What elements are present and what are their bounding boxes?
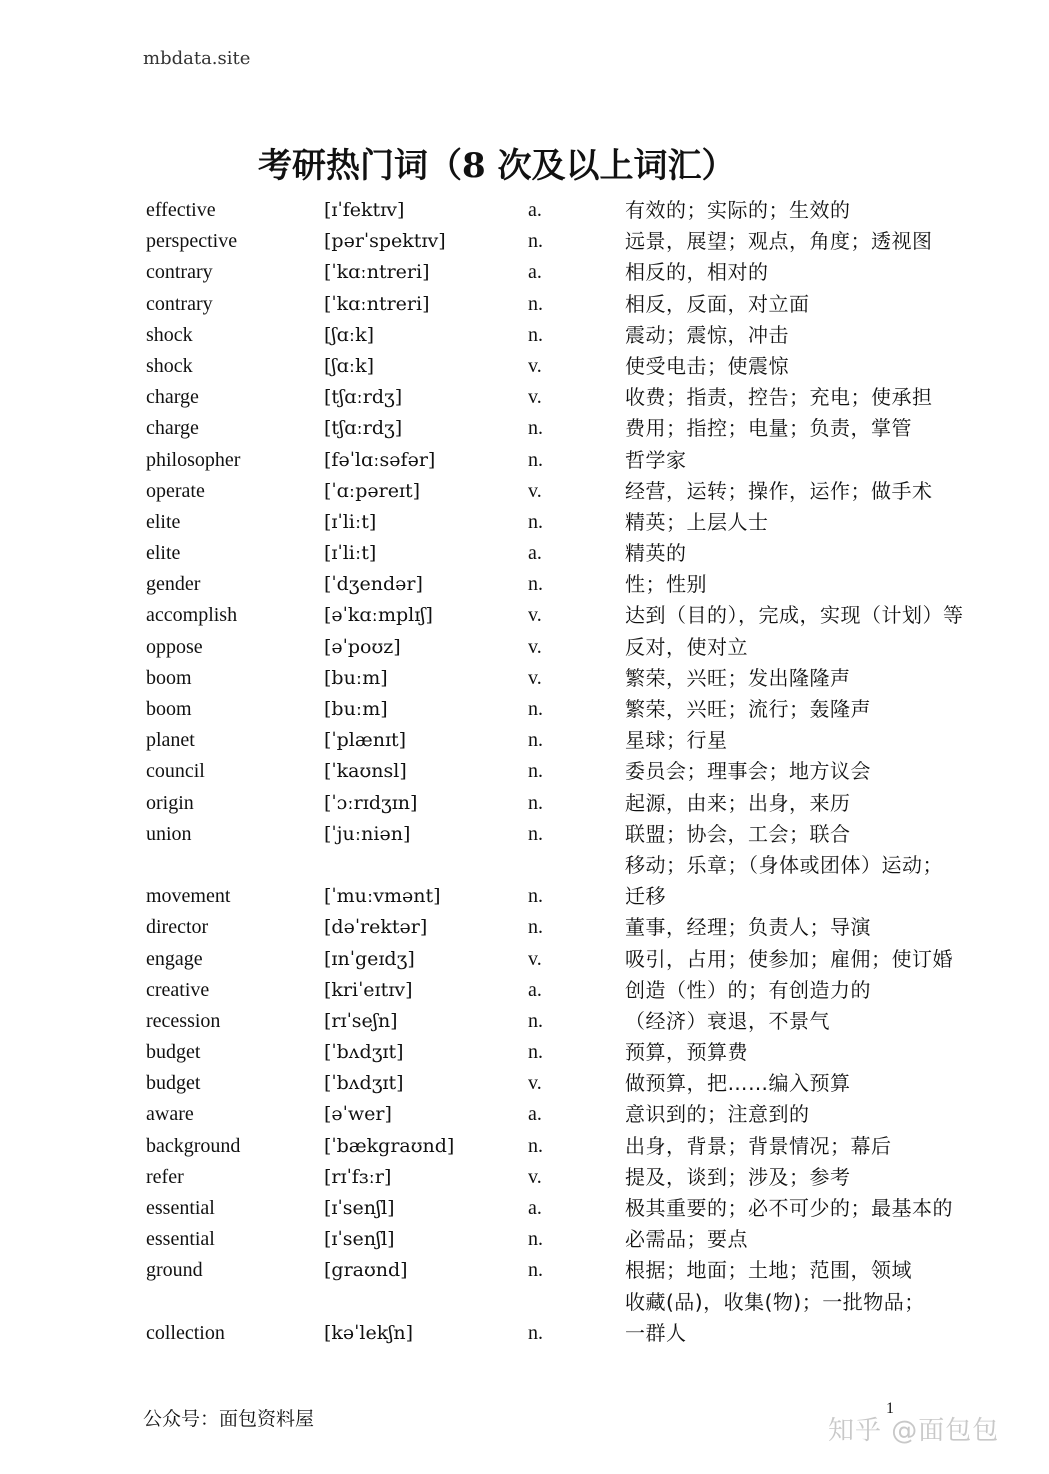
table-row xyxy=(146,1099,1026,1130)
word-cell: shock xyxy=(146,323,193,346)
part-of-speech-cell: a. xyxy=(528,1103,542,1126)
table-row xyxy=(146,1068,1026,1099)
phonetic-cell: [buːm] xyxy=(324,698,388,720)
word-cell: charge xyxy=(146,386,199,409)
phonetic-cell: [ˈbʌdʒɪt] xyxy=(324,1041,404,1064)
phonetic-cell: [ɪˈfektɪv] xyxy=(324,199,405,221)
part-of-speech-cell: n. xyxy=(528,292,543,315)
word-cell: origin xyxy=(146,791,194,814)
phonetic-cell: [ɪnˈgeɪdʒ] xyxy=(324,947,415,970)
part-of-speech-cell: n. xyxy=(528,760,543,783)
phonetic-cell: [əˈkɑːmplɪʃ] xyxy=(324,604,433,627)
table-row xyxy=(146,538,1026,569)
meaning-cell: 性；性别 xyxy=(625,572,707,597)
word-cell: operate xyxy=(146,479,205,502)
phonetic-cell: [graʊnd] xyxy=(324,1259,408,1282)
phonetic-cell: [tʃɑːrdʒ] xyxy=(324,386,403,409)
phonetic-cell: [ˈkaʊnsl] xyxy=(324,760,407,783)
phonetic-cell: [ˈmuːvmənt] xyxy=(324,885,441,908)
phonetic-cell: [əˈpoʊz] xyxy=(324,635,401,658)
word-cell: elite xyxy=(146,542,181,565)
part-of-speech-cell: v. xyxy=(528,354,542,377)
meaning-cell: 达到（目的），完成，实现（计划）等 xyxy=(625,603,964,628)
part-of-speech-cell: n. xyxy=(528,510,543,533)
footer-account: 公众号：面包资料屋 xyxy=(143,1408,315,1430)
phonetic-cell: [kriˈeɪtɪv] xyxy=(324,978,413,1001)
word-cell: boom xyxy=(146,698,192,720)
phonetic-cell: [ˈkɑːntreri] xyxy=(324,292,430,315)
part-of-speech-cell: v. xyxy=(528,666,542,689)
part-of-speech-cell: n. xyxy=(528,885,543,908)
phonetic-cell: [ˈplænɪt] xyxy=(324,729,407,752)
word-cell: council xyxy=(146,760,205,783)
table-row xyxy=(146,850,1026,912)
phonetic-cell: [ˈjuːniən] xyxy=(324,822,411,845)
part-of-speech-cell: n. xyxy=(528,448,543,471)
phonetic-cell: [rɪˈfɜːr] xyxy=(324,1165,392,1188)
part-of-speech-cell: n. xyxy=(528,573,543,596)
part-of-speech-cell: v. xyxy=(528,947,542,970)
word-cell: shock xyxy=(146,354,193,377)
word-cell: background xyxy=(146,1134,241,1157)
part-of-speech-cell: v. xyxy=(528,604,542,627)
phonetic-cell: [kəˈlekʃn] xyxy=(324,1321,414,1344)
phonetic-cell: [ɪˈsenʃl] xyxy=(324,1228,395,1251)
part-of-speech-cell: n. xyxy=(528,822,543,845)
table-row xyxy=(146,1006,1026,1037)
meaning-cell: 起源，由来；出身，来历 xyxy=(625,790,851,815)
phonetic-cell: [dəˈrektər] xyxy=(324,916,428,939)
meaning-cell: 远景，展望；观点，角度；透视图 xyxy=(625,229,933,254)
part-of-speech-cell: n. xyxy=(528,323,543,346)
part-of-speech-cell: v. xyxy=(528,386,542,409)
meaning-cell: 经营，运转；操作，运作；做手术 xyxy=(625,478,933,503)
part-of-speech-cell: n. xyxy=(528,417,543,440)
table-row xyxy=(146,1224,1026,1255)
meaning-cell: 根据；地面；土地；范围，领域 xyxy=(625,1258,912,1283)
table-row xyxy=(146,975,1026,1006)
table-row xyxy=(146,351,1026,382)
word-cell: budget xyxy=(146,1072,201,1095)
table-row xyxy=(146,445,1026,476)
meaning-cell: 精英；上层人士 xyxy=(625,509,769,534)
table-row xyxy=(146,912,1026,943)
word-cell: ground xyxy=(146,1259,203,1282)
word-cell: collection xyxy=(146,1321,225,1344)
word-cell: boom xyxy=(146,666,192,689)
phonetic-cell: [ˈɔːrɪdʒɪn] xyxy=(324,791,418,814)
meaning-cell: 费用；指控；电量；负责，掌管 xyxy=(625,416,912,441)
table-row xyxy=(146,694,1026,725)
part-of-speech-cell: n. xyxy=(528,791,543,814)
meaning-cell: 精英的 xyxy=(625,541,687,566)
part-of-speech-cell: v. xyxy=(528,1072,542,1095)
meaning-cell: 星球；行星 xyxy=(625,728,728,753)
meaning-cell: 创造（性）的；有创造力的 xyxy=(625,977,871,1002)
part-of-speech-cell: a. xyxy=(528,978,542,1001)
meaning-cell: 反对，使对立 xyxy=(625,634,748,659)
meaning-cell: 有效的；实际的；生效的 xyxy=(625,198,851,222)
phonetic-cell: [ˈkɑːntreri] xyxy=(324,261,430,284)
phonetic-cell: [tʃɑːrdʒ] xyxy=(324,417,403,440)
word-cell: elite xyxy=(146,510,181,533)
table-row xyxy=(146,663,1026,694)
meaning-cell: （经济）衰退，不景气 xyxy=(625,1008,830,1033)
meaning-cell: 收藏(品)，收集(物)；一批物品； 一群人 xyxy=(625,1289,925,1345)
table-row xyxy=(146,507,1026,538)
phonetic-cell: [əˈwer] xyxy=(324,1103,392,1126)
word-cell: contrary xyxy=(146,292,213,315)
part-of-speech-cell: a. xyxy=(528,1197,542,1220)
word-cell: charge xyxy=(146,417,199,440)
watermark: 知乎 @面包包 xyxy=(828,1416,1000,1446)
part-of-speech-cell: v. xyxy=(528,1165,542,1188)
table-row xyxy=(146,1255,1026,1286)
table-row xyxy=(146,1131,1026,1162)
meaning-cell: 繁荣，兴旺；流行；轰隆声 xyxy=(625,697,871,721)
phonetic-cell: [ɪˈliːt] xyxy=(324,542,377,565)
table-row xyxy=(146,600,1026,631)
part-of-speech-cell: n. xyxy=(528,698,543,720)
part-of-speech-cell: v. xyxy=(528,635,542,658)
part-of-speech-cell: n. xyxy=(528,729,543,752)
table-row xyxy=(146,476,1026,507)
part-of-speech-cell: n. xyxy=(528,230,543,253)
meaning-cell: 哲学家 xyxy=(625,447,687,472)
meaning-cell: 使受电击；使震惊 xyxy=(625,353,789,378)
table-row xyxy=(146,1162,1026,1193)
table-row xyxy=(146,382,1026,413)
phonetic-cell: [fəˈlɑːsəfər] xyxy=(324,448,436,471)
table-row xyxy=(146,819,1026,850)
meaning-cell: 相反的，相对的 xyxy=(625,260,769,285)
part-of-speech-cell: n. xyxy=(528,1134,543,1157)
table-row xyxy=(146,289,1026,320)
part-of-speech-cell: a. xyxy=(528,199,542,221)
table-row xyxy=(146,195,1026,226)
table-row xyxy=(146,1287,1026,1349)
meaning-cell: 委员会；理事会；地方议会 xyxy=(625,759,871,784)
word-cell: engage xyxy=(146,947,203,970)
meaning-cell: 必需品；要点 xyxy=(625,1227,748,1252)
part-of-speech-cell: n. xyxy=(528,1041,543,1064)
phonetic-cell: [rɪˈseʃn] xyxy=(324,1009,398,1032)
meaning-cell: 做预算，把……编入预算 xyxy=(625,1071,851,1096)
meaning-cell: 震动；震惊，冲击 xyxy=(625,322,789,347)
part-of-speech-cell: a. xyxy=(528,261,542,284)
table-row xyxy=(146,944,1026,975)
meaning-cell: 吸引，占用；使参加；雇佣；使订婚 xyxy=(625,946,953,971)
vocabulary-table xyxy=(146,195,1026,1349)
word-cell: essential xyxy=(146,1197,215,1220)
meaning-cell: 董事，经理；负责人；导演 xyxy=(625,915,871,940)
word-cell: gender xyxy=(146,573,201,596)
word-cell: planet xyxy=(146,729,195,752)
table-row xyxy=(146,257,1026,288)
phonetic-cell: [ˈɑːpəreɪt] xyxy=(324,479,421,502)
word-cell: contrary xyxy=(146,261,213,284)
table-row xyxy=(146,413,1026,444)
phonetic-cell: [buːm] xyxy=(324,666,388,689)
table-row xyxy=(146,226,1026,257)
part-of-speech-cell: n. xyxy=(528,916,543,939)
word-cell: perspective xyxy=(146,230,238,253)
table-row xyxy=(146,725,1026,756)
site-header: mbdata.site xyxy=(143,48,251,69)
word-cell: refer xyxy=(146,1165,184,1188)
part-of-speech-cell: n. xyxy=(528,1228,543,1251)
word-cell: oppose xyxy=(146,635,203,658)
meaning-cell: 意识到的；注意到的 xyxy=(625,1102,810,1127)
table-row xyxy=(146,320,1026,351)
table-row xyxy=(146,788,1026,819)
phonetic-cell: [ʃɑːk] xyxy=(324,354,375,377)
word-cell: union xyxy=(146,822,192,845)
word-cell: creative xyxy=(146,978,210,1001)
meaning-cell: 相反，反面，对立面 xyxy=(625,291,810,316)
meaning-cell: 联盟；协会，工会；联合 xyxy=(625,821,851,846)
phonetic-cell: [ɪˈsenʃl] xyxy=(324,1197,395,1220)
word-cell: budget xyxy=(146,1041,201,1064)
meaning-cell: 收费；指责，控告；充电；使承担 xyxy=(625,385,933,410)
phonetic-cell: [ˈbækgraʊnd] xyxy=(324,1134,455,1157)
phonetic-cell: [pərˈspektɪv] xyxy=(324,230,446,253)
word-cell: recession xyxy=(146,1009,221,1032)
table-row xyxy=(146,1193,1026,1224)
table-row xyxy=(146,756,1026,787)
table-row xyxy=(146,1037,1026,1068)
word-cell: accomplish xyxy=(146,604,238,627)
phonetic-cell: [ʃɑːk] xyxy=(324,323,375,346)
table-row xyxy=(146,569,1026,600)
phonetic-cell: [ˈdʒendər] xyxy=(324,573,423,596)
word-cell: aware xyxy=(146,1103,194,1126)
meaning-cell: 出身，背景；背景情况；幕后 xyxy=(625,1133,892,1158)
meaning-cell: 极其重要的；必不可少的；最基本的 xyxy=(625,1196,953,1221)
phonetic-cell: [ɪˈliːt] xyxy=(324,510,377,533)
phonetic-cell: [ˈbʌdʒɪt] xyxy=(324,1072,404,1095)
part-of-speech-cell: n. xyxy=(528,1259,543,1282)
meaning-cell: 预算，预算费 xyxy=(625,1040,748,1065)
part-of-speech-cell: v. xyxy=(528,479,542,502)
part-of-speech-cell: n. xyxy=(528,1321,543,1344)
part-of-speech-cell: a. xyxy=(528,542,542,565)
table-row xyxy=(146,632,1026,663)
page-title: 考研热门词（8 次及以上词汇） xyxy=(258,146,736,186)
page-number: 1 xyxy=(886,1400,894,1417)
meaning-cell: 提及，谈到；涉及；参考 xyxy=(625,1164,851,1189)
word-cell: movement xyxy=(146,885,231,908)
meaning-cell: 繁荣，兴旺；发出隆隆声 xyxy=(625,665,851,690)
word-cell: effective xyxy=(146,199,216,221)
word-cell: philosopher xyxy=(146,448,241,471)
part-of-speech-cell: n. xyxy=(528,1009,543,1032)
word-cell: director xyxy=(146,916,209,939)
word-cell: essential xyxy=(146,1228,215,1251)
meaning-cell: 移动；乐章；（身体或团体）运动； 迁移 xyxy=(625,852,943,909)
